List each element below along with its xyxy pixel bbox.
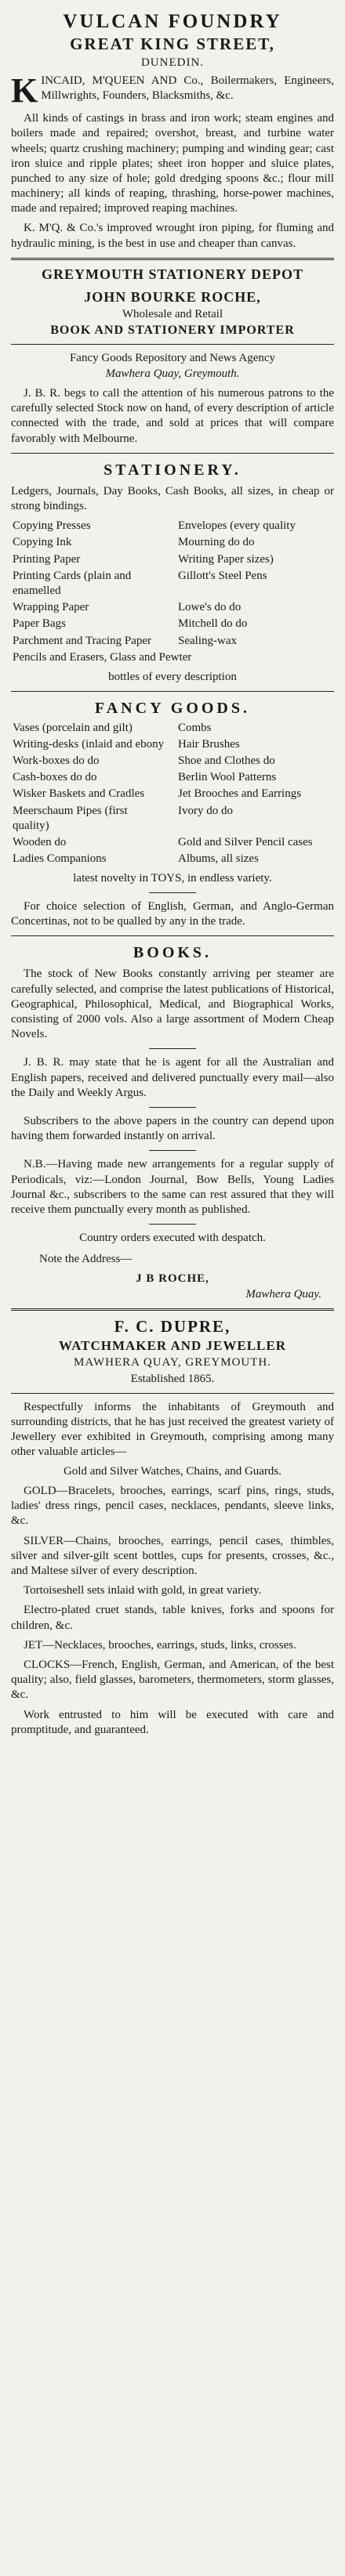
list-item: Gillott's Steel Pens — [178, 569, 267, 582]
dupre-item: CLOCKS—French, English, German, and American, of the best quality; also, field glasses, barometers, thermometers, storm glasses, &c. — [11, 1658, 334, 1702]
list-item: Combs — [178, 721, 212, 734]
books-agent: J. B. R. may state that he is agent for all the Australian and English papers, received and delivered punctually every mail—also the Daily and Weekly Argus. — [11, 1056, 334, 1099]
list-item: Parchment and Tracing Paper — [13, 634, 152, 647]
depot-rule — [11, 935, 334, 936]
list-item: Lowe's do do — [178, 601, 242, 614]
stationery-heading: STATIONERY. — [104, 461, 242, 479]
list-item: Work-boxes do do — [13, 754, 100, 767]
fancy-heading: FANCY GOODS. — [95, 699, 250, 717]
fancy-concertinas: For choice selection of English, German, and Anglo-German Concertinas, not to be qualled by any in the trade. — [11, 900, 334, 928]
books-sign-place: Mawhera Quay. — [245, 1288, 321, 1301]
dupre-address: MAWHERA QUAY, GREYMOUTH. — [74, 1356, 271, 1369]
depot-title: GREYMOUTH STATIONERY DEPOT — [41, 266, 304, 282]
dupre-watches: Gold and Silver Watches, Chains, and Guards. — [63, 1465, 282, 1478]
dupre-item: GOLD—Bracelets, brooches, earrings, scarf pins, rings, studs, ladies' dress rings, pencil cases, necklaces, pendants, sleeve links, &c. — [11, 1485, 334, 1528]
depot-trade: Wholesale and Retail — [122, 307, 223, 320]
list-item: Gold and Silver Pencil cases — [178, 835, 313, 848]
depot-business: BOOK AND STATIONERY IMPORTER — [50, 323, 295, 337]
list-item: Paper Bags — [13, 617, 66, 631]
books-nb: N.B.—Having made new arrangements for a regular supply of Periodicals, viz:—London Journal, Bow Bells, Young Ladies Journal &c., subscribers to the same can rest assured that they will receive them punctually every month as published. — [11, 1158, 334, 1216]
vulcan-intro — [11, 71, 334, 110]
short-rule — [149, 1048, 196, 1049]
short-rule — [149, 1107, 196, 1108]
stationery-depot-ad — [8, 266, 337, 1302]
list-item: Cash-boxes do do — [13, 771, 97, 784]
vulcan-city: DUNEDIN. — [140, 56, 205, 69]
depot-rule — [11, 453, 334, 454]
depot-rule — [11, 344, 334, 345]
list-item: Wrapping Paper — [13, 601, 89, 614]
books-sign-name: J B ROCHE, — [136, 1272, 209, 1285]
list-item: Pencils and Erasers, Glass and Pewter — [13, 650, 192, 664]
list-item: Copying Presses — [13, 519, 91, 533]
list-item: Printing Paper — [13, 552, 81, 566]
dupre-item: SILVER—Chains, brooches, earrings, pencil cases, thimbles, silver and silver-gilt scent bottles, cups for presents, crosses, &c., and Maltese silver of every description. — [11, 1534, 334, 1577]
dupre-rule — [11, 1393, 334, 1394]
books-heading: BOOKS. — [133, 944, 212, 962]
depot-rule — [11, 691, 334, 692]
list-item: Ivory do do — [178, 804, 233, 817]
list-item: Berlin Wool Patterns — [178, 771, 277, 784]
list-item: Wooden do — [13, 835, 67, 848]
depot-notice: J. B. R. begs to call the attention of his numerous patrons to the carefully selected Stock now on hand, of every description of article connected with the trade, and sold at prices that will compare favorably with Melbourne. — [11, 387, 334, 445]
books-subscribers: Subscribers to the above papers in the country can depend upon having them forwarded instantly on arrival. — [11, 1114, 334, 1143]
depot-proprietor: JOHN BOURKE ROCHE, — [84, 288, 261, 305]
list-item: Hair Brushes — [178, 737, 240, 751]
dupre-item: Work entrusted to him will be executed with care and promptitude, and guaranteed. — [11, 1708, 334, 1736]
list-item: Copying Ink — [13, 536, 72, 549]
list-item: Writing-desks (inlaid and ebony — [13, 737, 165, 751]
depot-repository: Fancy Goods Repository and News Agency — [69, 351, 276, 364]
vulcan-piping: K. M'Q. & Co.'s improved wrought iron piping, for fluming and hydraulic mining, is the best in use and cheaper than canvas. — [11, 222, 334, 250]
list-item: Meerschaum Pipes (first quality) — [13, 804, 128, 832]
short-rule — [149, 892, 196, 893]
list-item: Vases (porcelain and gilt) — [13, 721, 133, 734]
list-item: Printing Cards (plain and enamelled — [13, 569, 132, 597]
list-item: Sealing-wax — [178, 634, 237, 647]
fancy-toys: latest novelty in TOYS, in endless variety. — [73, 872, 272, 885]
dupre-title: F. C. DUPRE, — [114, 1317, 231, 1337]
section-divider — [11, 258, 334, 260]
vulcan-dropcap: K — [11, 71, 38, 110]
vulcan-castings: All kinds of castings in brass and iron work; steam engines and boilers made and repaired; overshot, breast, and turbine water wheels; quartz crushing machinery; pumping and winding gear; cast iron sluice and ripple plates; sheet iron hopper and sluice plates, punched to any size of hole; gold dredging spoons &c.; flour mill machinery; all kinds of reaping, thrashing, horse-power machines, made and repaired; improved reaping machines. — [11, 112, 334, 215]
list-item: Writing Paper sizes) — [178, 552, 274, 566]
dupre-established: Established 1865. — [130, 1372, 215, 1385]
vulcan-title: VULCAN FOUNDRY — [63, 11, 282, 32]
vulcan-street: GREAT KING STREET, — [70, 34, 275, 53]
dupre-intro: Respectfully informs the inhabitants of Greymouth and surrounding districts, that he has just received the greatest variety of Jewellery ever exhibited in Greymouth, comprising among many other valuable articles— — [11, 1400, 334, 1459]
dupre-jeweller-ad — [8, 1317, 337, 1738]
books-stock: The stock of New Books constantly arriving per steamer are carefully selected, and comprise the latest publications of Historical, Geographical, Philosophical, Medical, and Biographical Works, consisting of 2000 vols. Also a large assortment of Modern Cheap Novels. — [11, 968, 334, 1041]
dupre-item: Tortoiseshell sets inlaid with gold, in great variety. — [24, 1584, 262, 1597]
vulcan-intro-text: INCAID, M'QUEEN AND Co., Boilermakers, Engineers, Millwrights, Founders, Blacksmiths, &c. — [41, 74, 334, 102]
depot-address: Mawhera Quay, Greymouth. — [105, 367, 240, 381]
list-item: Mourning do do — [178, 536, 255, 549]
stationery-bottles: bottles of every description — [108, 670, 237, 683]
list-item: Shoe and Clothes do — [178, 754, 275, 767]
dupre-item: Electro-plated cruet stands, table knives, forks and spoons for children, &c. — [11, 1604, 334, 1632]
list-item: Albums, all sizes — [178, 852, 259, 866]
list-item: Jet Brooches and Earrings — [178, 787, 302, 801]
list-item: Envelopes (every quality — [178, 519, 296, 533]
list-item: Mitchell do do — [178, 617, 248, 631]
stationery-list — [13, 519, 332, 667]
short-rule — [149, 1224, 196, 1225]
section-divider — [11, 1308, 334, 1311]
dupre-item: JET—Necklaces, brooches, earrings, studs, links, crosses. — [24, 1638, 296, 1652]
books-orders: Country orders executed with despatch. — [79, 1232, 266, 1245]
books-note: Note the Address— — [39, 1252, 133, 1265]
vulcan-foundry-ad — [8, 11, 337, 251]
list-item: Ladies Companions — [13, 852, 107, 866]
dupre-trade: WATCHMAKER AND JEWELLER — [59, 1338, 286, 1354]
short-rule — [149, 1150, 196, 1151]
stationery-intro: Ledgers, Journals, Day Books, Cash Books, all sizes, in cheap or strong bindings. — [11, 484, 334, 512]
list-item: Wisker Baskets and Cradles — [13, 787, 145, 801]
fancy-list — [13, 721, 332, 869]
